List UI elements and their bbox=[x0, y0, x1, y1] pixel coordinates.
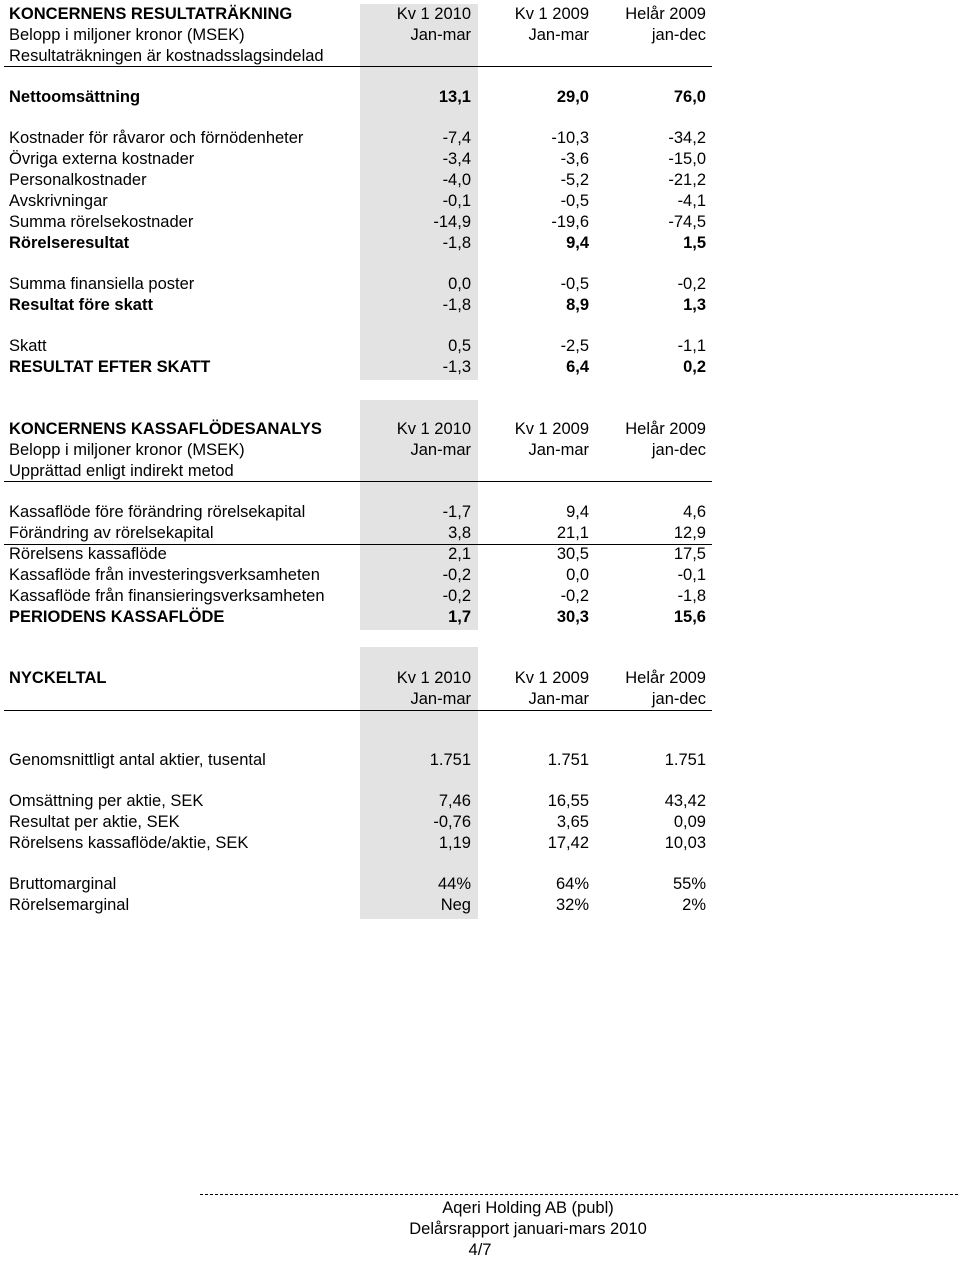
footer-report: Delårsrapport januari-mars 2010 bbox=[409, 1220, 647, 1238]
cell: 2,1 bbox=[448, 545, 471, 563]
cell: 4,6 bbox=[683, 503, 706, 521]
key-figures bbox=[0, 668, 960, 916]
table-row bbox=[0, 565, 960, 586]
cell: -1,8 bbox=[442, 296, 471, 314]
cell: -0,2 bbox=[677, 275, 706, 293]
cell: 15,6 bbox=[673, 608, 706, 626]
cell: -7,4 bbox=[442, 129, 471, 147]
col-period: jan-dec bbox=[651, 690, 706, 708]
table-row bbox=[0, 170, 960, 191]
keyfigures-header-rule bbox=[4, 710, 712, 711]
cell: 16,55 bbox=[547, 792, 589, 810]
row-label: Kassaflöde från finansieringsverksamheten bbox=[9, 587, 325, 605]
col-period: Jan-mar bbox=[528, 441, 589, 459]
cell: 55% bbox=[672, 875, 706, 893]
col-period: jan-dec bbox=[651, 26, 706, 44]
cell: 8,9 bbox=[566, 296, 589, 314]
cell: 7,46 bbox=[438, 792, 471, 810]
cell: -0,2 bbox=[442, 566, 471, 584]
table-row bbox=[0, 502, 960, 523]
cell: -0,1 bbox=[442, 192, 471, 210]
income-header-row-2 bbox=[0, 25, 960, 46]
col-period: jan-dec bbox=[651, 441, 706, 459]
cell: 32% bbox=[555, 896, 589, 914]
cell: -15,0 bbox=[668, 150, 706, 168]
cell: 1,19 bbox=[438, 834, 471, 852]
cell: -74,5 bbox=[668, 213, 706, 231]
cell: 0,5 bbox=[448, 337, 471, 355]
table-row bbox=[0, 874, 960, 895]
cell: 76,0 bbox=[673, 88, 706, 106]
cashflow-unit: Belopp i miljoner kronor (MSEK) bbox=[9, 441, 245, 459]
cell: 0,0 bbox=[448, 275, 471, 293]
row-label: Summa rörelsekostnader bbox=[9, 213, 194, 231]
cell: -0,2 bbox=[442, 587, 471, 605]
keyfigures-title: NYCKELTAL bbox=[9, 669, 107, 687]
table-row bbox=[0, 295, 960, 316]
cell: 12,9 bbox=[673, 524, 706, 542]
col-header: Kv 1 2009 bbox=[514, 420, 589, 438]
row-label: Kostnader för råvaror och förnödenheter bbox=[9, 129, 304, 147]
table-row bbox=[0, 523, 960, 544]
table-row bbox=[0, 357, 960, 378]
row-label: Resultat per aktie, SEK bbox=[9, 813, 180, 831]
row-label: Övriga externa kostnader bbox=[9, 150, 195, 168]
income-title: KONCERNENS RESULTATRÄKNING bbox=[9, 5, 293, 23]
keyfigures-header-row-2 bbox=[0, 689, 960, 710]
cell: 30,5 bbox=[556, 545, 589, 563]
table-row bbox=[0, 233, 960, 254]
cell: 29,0 bbox=[556, 88, 589, 106]
table-row bbox=[0, 336, 960, 357]
cell: 64% bbox=[555, 875, 589, 893]
keyfigures-header-row-1 bbox=[0, 668, 960, 689]
cell: -4,0 bbox=[442, 171, 471, 189]
col-header: Kv 1 2010 bbox=[396, 669, 471, 687]
cell: 0,09 bbox=[673, 813, 706, 831]
table-row bbox=[0, 791, 960, 812]
cell: -34,2 bbox=[668, 129, 706, 147]
cell: -0,1 bbox=[677, 566, 706, 584]
row-label: Rörelsens kassaflöde/aktie, SEK bbox=[9, 834, 249, 852]
income-header-row-1 bbox=[0, 4, 960, 25]
cell: 17,42 bbox=[547, 834, 589, 852]
row-label: RESULTAT EFTER SKATT bbox=[9, 358, 211, 376]
cell: -19,6 bbox=[551, 213, 589, 231]
table-row bbox=[0, 750, 960, 771]
cell: 21,1 bbox=[556, 524, 589, 542]
cell: -2,5 bbox=[560, 337, 589, 355]
cashflow-subtotal-rule bbox=[4, 544, 712, 545]
cell: 0,2 bbox=[683, 358, 706, 376]
footer-company: Aqeri Holding AB (publ) bbox=[442, 1199, 614, 1217]
income-header-row-3 bbox=[0, 46, 960, 67]
row-label: Rörelsemarginal bbox=[9, 896, 130, 914]
cell: 1,7 bbox=[448, 608, 471, 626]
table-row bbox=[0, 212, 960, 233]
income-header-rule bbox=[4, 66, 712, 67]
cell: 0,0 bbox=[566, 566, 589, 584]
table-row bbox=[0, 128, 960, 149]
cell: 1,5 bbox=[683, 234, 706, 252]
cashflow-header-row-2 bbox=[0, 440, 960, 461]
cashflow-statement bbox=[0, 419, 960, 628]
col-header: Kv 1 2010 bbox=[396, 420, 471, 438]
cell: -1,1 bbox=[677, 337, 706, 355]
cell: -4,1 bbox=[677, 192, 706, 210]
table-row bbox=[0, 607, 960, 628]
cell: 6,4 bbox=[566, 358, 589, 376]
cell: Neg bbox=[440, 896, 471, 914]
cell: 3,65 bbox=[556, 813, 589, 831]
footer-divider bbox=[200, 1194, 958, 1195]
cell: 9,4 bbox=[566, 503, 589, 521]
row-label: Skatt bbox=[9, 337, 47, 355]
income-note: Resultaträkningen är kostnadsslagsindelad bbox=[9, 47, 324, 65]
cell: -1,8 bbox=[677, 587, 706, 605]
cell: 1.751 bbox=[547, 751, 589, 769]
cell: -10,3 bbox=[551, 129, 589, 147]
cashflow-note: Upprättad enligt indirekt metod bbox=[9, 462, 234, 480]
cell: 17,5 bbox=[673, 545, 706, 563]
table-row bbox=[0, 87, 960, 108]
row-label: Avskrivningar bbox=[9, 192, 108, 210]
col-period: Jan-mar bbox=[410, 26, 471, 44]
table-row bbox=[0, 586, 960, 607]
table-row bbox=[0, 833, 960, 854]
row-label: Personalkostnader bbox=[9, 171, 147, 189]
col-header: Kv 1 2009 bbox=[514, 5, 589, 23]
cashflow-title: KONCERNENS KASSAFLÖDESANALYS bbox=[9, 420, 322, 438]
cashflow-header-row-3 bbox=[0, 461, 960, 482]
table-row bbox=[0, 812, 960, 833]
row-label: Rörelsens kassaflöde bbox=[9, 545, 167, 563]
cell: 30,3 bbox=[556, 608, 589, 626]
row-label: Förändring av rörelsekapital bbox=[9, 524, 214, 542]
cell: 13,1 bbox=[438, 88, 471, 106]
col-period: Jan-mar bbox=[410, 441, 471, 459]
col-header: Helår 2009 bbox=[625, 420, 706, 438]
cell: -14,9 bbox=[433, 213, 471, 231]
row-label: PERIODENS KASSAFLÖDE bbox=[9, 608, 225, 626]
cell: -0,5 bbox=[560, 192, 589, 210]
cell: 1.751 bbox=[429, 751, 471, 769]
cell: -3,4 bbox=[442, 150, 471, 168]
cell: -1,7 bbox=[442, 503, 471, 521]
row-label: Omsättning per aktie, SEK bbox=[9, 792, 204, 810]
cell: -1,8 bbox=[442, 234, 471, 252]
row-label: Resultat före skatt bbox=[9, 296, 153, 314]
cashflow-header-rule bbox=[4, 481, 712, 482]
table-row bbox=[0, 191, 960, 212]
cell: 3,8 bbox=[448, 524, 471, 542]
table-row bbox=[0, 274, 960, 295]
col-period: Jan-mar bbox=[528, 26, 589, 44]
row-label: Kassaflöde från investeringsverksamheten bbox=[9, 566, 320, 584]
col-period: Jan-mar bbox=[410, 690, 471, 708]
col-header: Kv 1 2009 bbox=[514, 669, 589, 687]
col-header: Helår 2009 bbox=[625, 5, 706, 23]
page-number: 4/7 bbox=[468, 1241, 492, 1259]
cell: 9,4 bbox=[566, 234, 589, 252]
table-row bbox=[0, 544, 960, 565]
cell: -0,2 bbox=[560, 587, 589, 605]
income-unit: Belopp i miljoner kronor (MSEK) bbox=[9, 26, 245, 44]
cell: -21,2 bbox=[668, 171, 706, 189]
cell: 1.751 bbox=[664, 751, 706, 769]
cell: -5,2 bbox=[560, 171, 589, 189]
row-label: Genomsnittligt antal aktier, tusental bbox=[9, 751, 266, 769]
cell: 44% bbox=[437, 875, 471, 893]
cell: 10,03 bbox=[664, 834, 706, 852]
cell: 2% bbox=[682, 896, 706, 914]
row-label: Summa finansiella poster bbox=[9, 275, 195, 293]
cell: -3,6 bbox=[560, 150, 589, 168]
col-header: Kv 1 2010 bbox=[396, 5, 471, 23]
cell: 1,3 bbox=[683, 296, 706, 314]
cell: -0,76 bbox=[433, 813, 471, 831]
cell: -1,3 bbox=[442, 358, 471, 376]
col-period: Jan-mar bbox=[528, 690, 589, 708]
cashflow-header-row-1 bbox=[0, 419, 960, 440]
row-label: Rörelseresultat bbox=[9, 234, 130, 252]
table-row bbox=[0, 895, 960, 916]
cell: 43,42 bbox=[664, 792, 706, 810]
col-header: Helår 2009 bbox=[625, 669, 706, 687]
income-statement bbox=[0, 4, 960, 378]
cell: -0,5 bbox=[560, 275, 589, 293]
row-label: Kassaflöde före förändring rörelsekapital bbox=[9, 503, 306, 521]
row-label: Bruttomarginal bbox=[9, 875, 117, 893]
table-row bbox=[0, 149, 960, 170]
row-label: Nettoomsättning bbox=[9, 88, 141, 106]
